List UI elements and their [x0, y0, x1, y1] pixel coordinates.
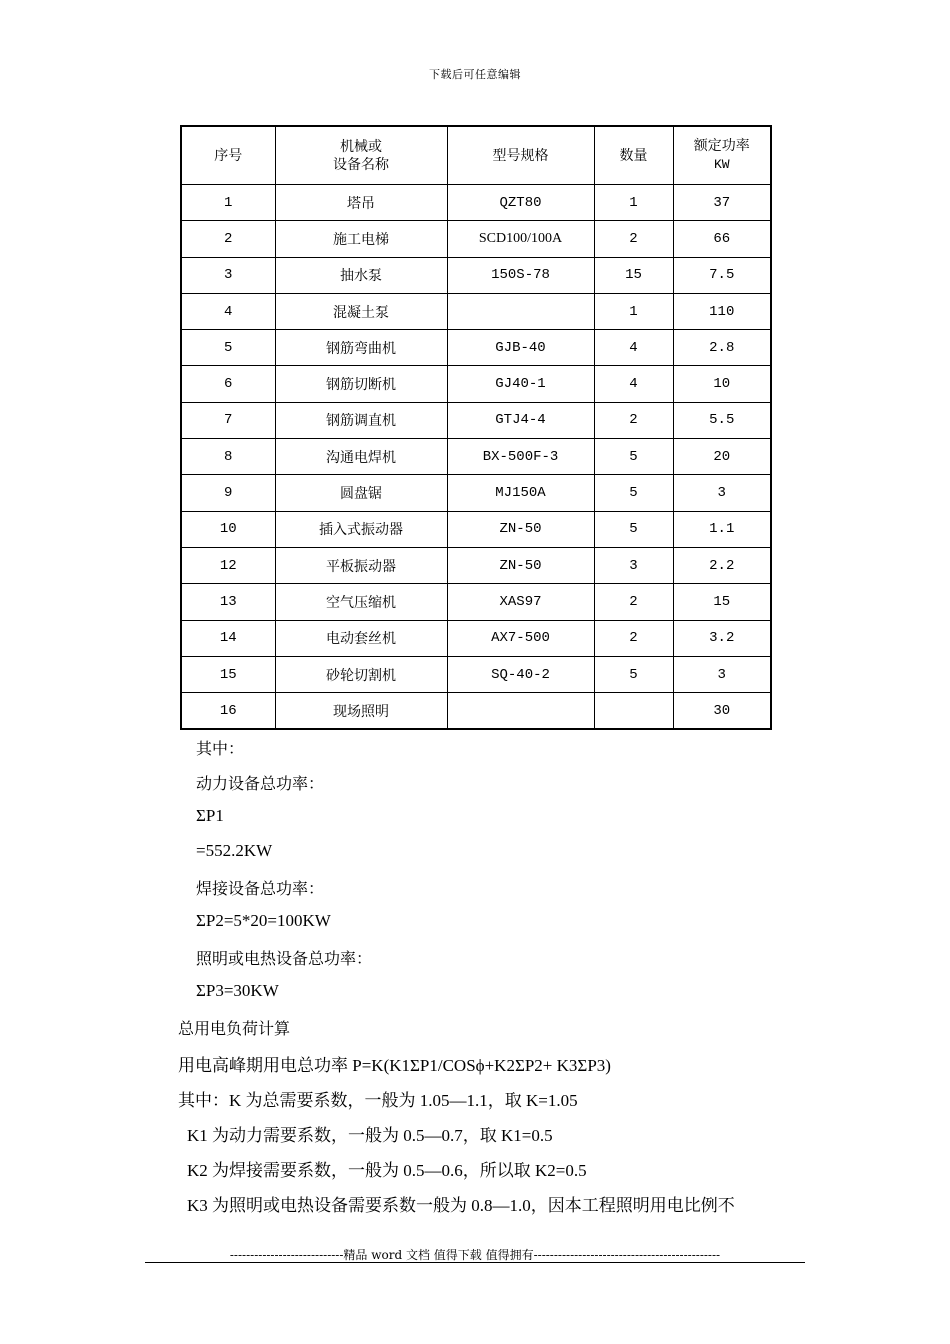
cell-equipment: 平板振动器	[275, 547, 447, 583]
table-row	[181, 584, 771, 620]
cell-model: GJ40-1	[447, 366, 594, 402]
cell-index: 1	[181, 185, 275, 221]
table-row	[181, 439, 771, 475]
table-row	[181, 221, 771, 257]
cell-quantity: 2	[594, 221, 673, 257]
table-row	[181, 257, 771, 293]
text-l12: K1 为动力需要系数，一般为 0.5—0.7，取 K1=0.5	[187, 1126, 553, 1145]
cell-quantity: 5	[594, 656, 673, 692]
cell-quantity: 2	[594, 620, 673, 656]
cell-equipment: 钢筋调直机	[275, 402, 447, 438]
cell-quantity: 4	[594, 366, 673, 402]
cell-power: 110	[673, 293, 771, 329]
cell-power: 37	[673, 185, 771, 221]
cell-index: 15	[181, 656, 275, 692]
table-row	[181, 185, 771, 221]
cell-quantity: 5	[594, 475, 673, 511]
cell-model: XAS97	[447, 584, 594, 620]
cell-index: 5	[181, 330, 275, 366]
cell-index: 14	[181, 620, 275, 656]
table-row	[181, 620, 771, 656]
cell-equipment: 砂轮切割机	[275, 656, 447, 692]
cell-equipment: 施工电梯	[275, 221, 447, 257]
cell-index: 6	[181, 366, 275, 402]
cell-power: 7.5	[673, 257, 771, 293]
cell-index: 10	[181, 511, 275, 547]
cell-power: 10	[673, 366, 771, 402]
col-header-equipment: 机械或 设备名称	[275, 126, 447, 185]
cell-index: 12	[181, 547, 275, 583]
cell-quantity: 15	[594, 257, 673, 293]
cell-model: ZN-50	[447, 511, 594, 547]
text-l6: ΣP2=5*20=100KW	[196, 911, 331, 930]
cell-model: SCD100/100A	[447, 221, 594, 257]
cell-power: 66	[673, 221, 771, 257]
cell-power: 3	[673, 656, 771, 692]
cell-model: BX-500F-3	[447, 439, 594, 475]
cell-model	[447, 693, 594, 730]
text-l13: K2 为焊接需要系数，一般为 0.5—0.6，所以取 K2=0.5	[187, 1161, 587, 1180]
page-header: 下载后可任意编辑	[429, 68, 521, 81]
cell-equipment: 抽水泵	[275, 257, 447, 293]
cell-quantity: 2	[594, 402, 673, 438]
footer-rule	[145, 1262, 805, 1263]
cell-equipment: 沟通电焊机	[275, 439, 447, 475]
cell-power: 3.2	[673, 620, 771, 656]
cell-quantity: 5	[594, 511, 673, 547]
cell-index: 13	[181, 584, 275, 620]
text-l8: ΣP3=30KW	[196, 981, 279, 1000]
table-row	[181, 693, 771, 730]
col-header-power: 额定功率 KW	[673, 126, 771, 185]
cell-index: 8	[181, 439, 275, 475]
text-l1: 其中：	[196, 739, 245, 758]
cell-index: 3	[181, 257, 275, 293]
cell-index: 7	[181, 402, 275, 438]
cell-index: 2	[181, 221, 275, 257]
cell-power: 1.1	[673, 511, 771, 547]
cell-quantity	[594, 693, 673, 730]
cell-equipment: 混凝土泵	[275, 293, 447, 329]
cell-equipment: 塔吊	[275, 185, 447, 221]
table-row	[181, 511, 771, 547]
text-l11: 其中：K 为总需要系数，一般为 1.05—1.1，取 K=1.05	[178, 1091, 578, 1110]
cell-power: 3	[673, 475, 771, 511]
cell-quantity: 2	[594, 584, 673, 620]
cell-power: 2.8	[673, 330, 771, 366]
table-row	[181, 547, 771, 583]
cell-quantity: 1	[594, 185, 673, 221]
table-header-row	[181, 126, 771, 185]
table-row	[181, 330, 771, 366]
cell-power: 2.2	[673, 547, 771, 583]
cell-equipment: 现场照明	[275, 693, 447, 730]
cell-power: 20	[673, 439, 771, 475]
cell-quantity: 1	[594, 293, 673, 329]
cell-model: MJ150A	[447, 475, 594, 511]
cell-equipment: 钢筋弯曲机	[275, 330, 447, 366]
cell-equipment: 空气压缩机	[275, 584, 447, 620]
cell-equipment: 钢筋切断机	[275, 366, 447, 402]
text-l9: 总用电负荷计算	[178, 1019, 291, 1038]
cell-equipment: 电动套丝机	[275, 620, 447, 656]
col-header-model: 型号规格	[447, 126, 594, 185]
cell-power: 30	[673, 693, 771, 730]
cell-quantity: 4	[594, 330, 673, 366]
text-l14: K3 为照明或电热设备需要系数一般为 0.8—1.0，因本工程照明用电比例不	[187, 1196, 735, 1215]
cell-model: QZT80	[447, 185, 594, 221]
cell-index: 4	[181, 293, 275, 329]
cell-model: GJB-40	[447, 330, 594, 366]
text-l5: 焊接设备总功率：	[196, 879, 325, 898]
text-l10: 用电高峰期用电总功率 P=K(K1ΣP1/COSϕ+K2ΣP2+ K3ΣP3)	[178, 1056, 611, 1075]
table-row	[181, 402, 771, 438]
cell-model: GTJ4-4	[447, 402, 594, 438]
cell-index: 16	[181, 693, 275, 730]
col-header-quantity: 数量	[594, 126, 673, 185]
cell-model: 150S-78	[447, 257, 594, 293]
cell-power: 5.5	[673, 402, 771, 438]
table-row	[181, 475, 771, 511]
text-l2: 动力设备总功率：	[196, 774, 325, 793]
equipment-table	[180, 125, 772, 730]
cell-model: AX7-500	[447, 620, 594, 656]
cell-power: 15	[673, 584, 771, 620]
text-l7: 照明或电热设备总功率：	[196, 949, 373, 968]
table-row	[181, 293, 771, 329]
page-footer: ----------------------------精品 word 文档 值得下载 值得拥有----------------------------------------------	[229, 1248, 721, 1262]
cell-equipment: 插入式振动器	[275, 511, 447, 547]
col-header-index: 序号	[181, 126, 275, 185]
cell-model: ZN-50	[447, 547, 594, 583]
text-l4: =552.2KW	[196, 841, 273, 860]
cell-index: 9	[181, 475, 275, 511]
cell-quantity: 5	[594, 439, 673, 475]
table-row	[181, 366, 771, 402]
text-l3: ΣP1	[196, 806, 224, 825]
cell-model: SQ-40-2	[447, 656, 594, 692]
cell-equipment: 圆盘锯	[275, 475, 447, 511]
cell-model	[447, 293, 594, 329]
cell-quantity: 3	[594, 547, 673, 583]
table-row	[181, 656, 771, 692]
